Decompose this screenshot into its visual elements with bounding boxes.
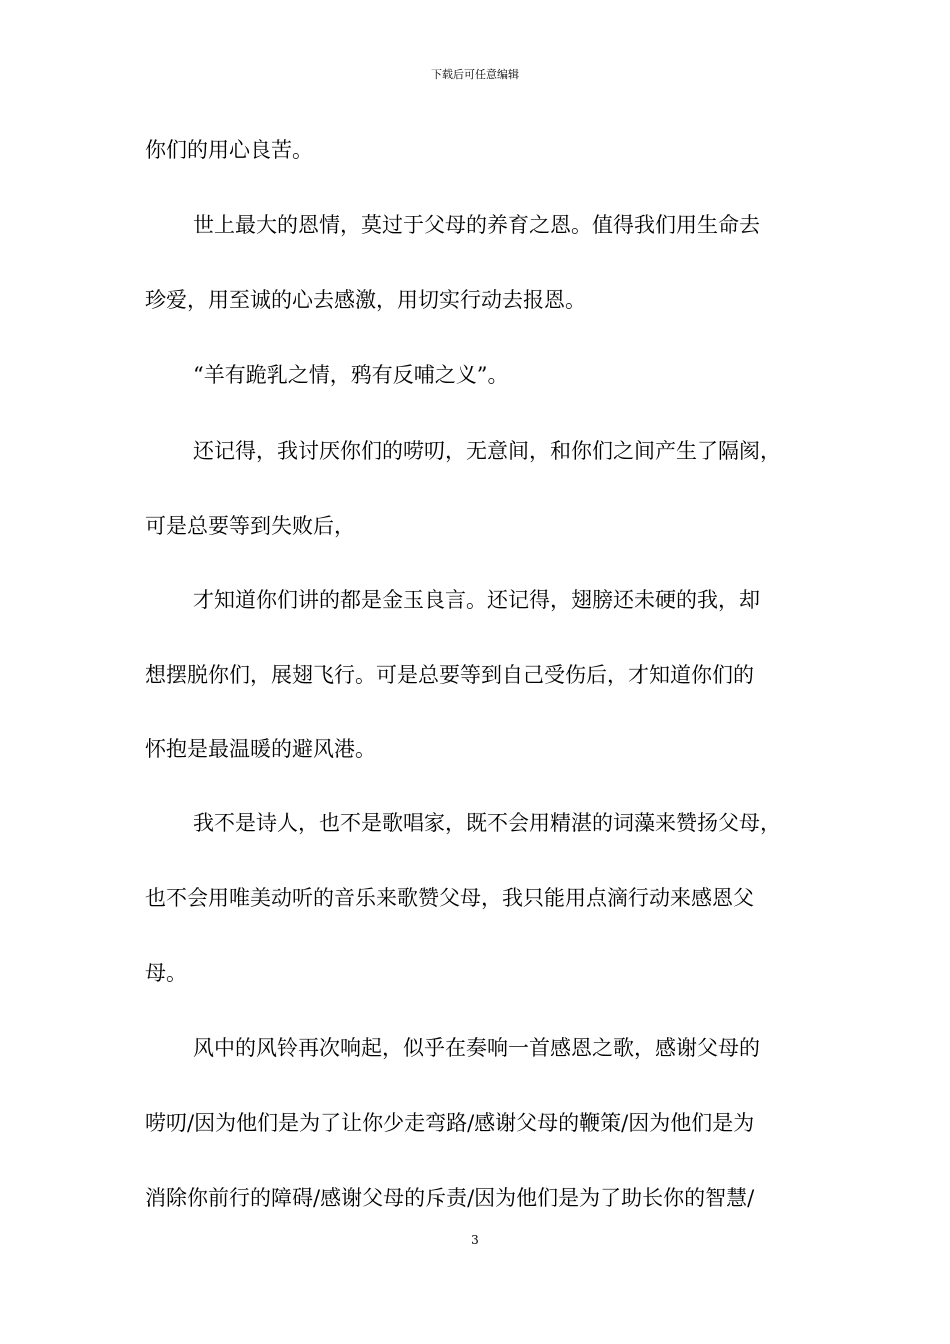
text-line: 母。 xyxy=(145,961,187,985)
text-line: 才知道你们讲的都是金玉良言。还记得，翅膀还未硬的我，却 xyxy=(193,588,760,612)
text-line: 你们的用心良苦。 xyxy=(145,138,313,162)
text-line: 珍爱，用至诚的心去感激，用切实行动去报恩。 xyxy=(145,288,586,312)
text-line: 可是总要等到失败后， xyxy=(145,514,355,538)
text-line: 想摆脱你们，展翅飞行。可是总要等到自己受伤后，才知道你们的 xyxy=(145,663,754,687)
page-number: 3 xyxy=(471,1233,479,1247)
text-line: 怀抱是最温暖的避风港。 xyxy=(145,737,376,761)
text-line: 消除你前行的障碍/感谢父母的斥责/因为他们是为了助长你的智慧/ xyxy=(145,1186,755,1210)
text-line: 我不是诗人，也不是歌唱家，既不会用精湛的词藻来赞扬父母， xyxy=(193,811,781,835)
page-header: 下载后可任意编辑 xyxy=(431,68,519,81)
text-line: 也不会用唯美动听的音乐来歌赞父母，我只能用点滴行动来感恩父 xyxy=(145,886,754,910)
text-line: 还记得，我讨厌你们的唠叨，无意间，和你们之间产生了隔阂， xyxy=(193,439,781,463)
text-line: 风中的风铃再次响起，似乎在奏响一首感恩之歌，感谢父母的 xyxy=(193,1036,760,1060)
text-line: 世上最大的恩情，莫过于父母的养育之恩。值得我们用生命去 xyxy=(193,213,760,237)
text-line: 唠叨/因为他们是为了让你少走弯路/感谢父母的鞭策/因为他们是为 xyxy=(145,1111,755,1135)
text-line: “羊有跪乳之情，鸦有反哺之义”。 xyxy=(193,363,509,387)
